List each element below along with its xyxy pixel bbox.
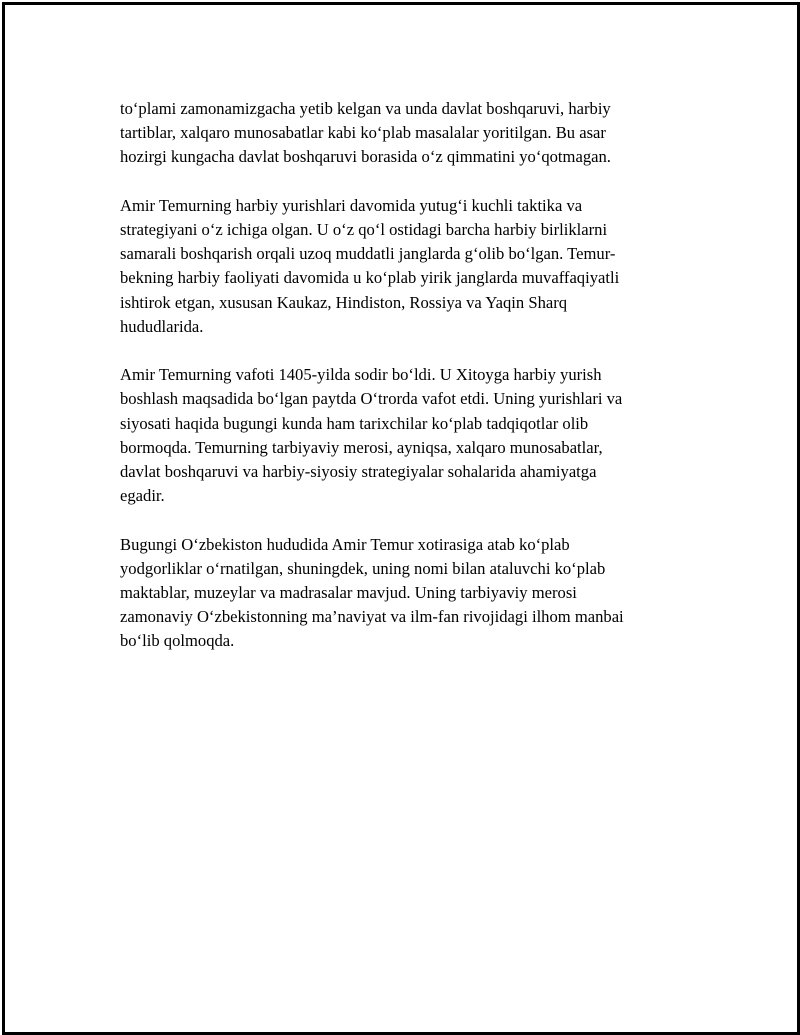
paragraph: Amir Temurning harbiy yurishlari davomida yutug‘i kuchli taktika va strategiyani o‘z ichiga olgan. U o‘z qo‘l ostidagi barcha harbiy birliklarni samarali boshqarish orqali uzoq muddatli janglarda g‘olib bo‘lgan. Temur- bekning harbiy faoliyati davomida u ko‘plab yirik janglarda muvaffaqiyatli ishtirok etgan, xususan Kaukaz, Hindiston, Rossiya va Yaqin Sharq hududlarida.: [120, 195, 620, 336]
paragraph: to‘plami zamonamizgacha yetib kelgan va unda davlat boshqaruvi, harbiy tartiblar, xalqaro munosabatlar kabi ko‘plab masalalar yoritilgan. Bu asar hozirgi kungacha davlat boshqaruvi borasida o‘z qimmatini yo‘qotmagan.: [120, 99, 611, 167]
page-frame: [2, 2, 800, 1035]
page-body: [120, 97, 690, 678]
paragraph: Amir Temurning vafoti 1405-yilda sodir bo‘ldi. U Xitoyga harbiy yurish boshlash maqsadida bo‘lgan paytda O‘trorda vafot etdi. Uning yurishlari va siyosati haqida bugungi kunda ham tarixchilar ko‘plab tadqiqotlar olib bormoqda. Temurning tarbiyaviy merosi, ayniqsa, xalqaro munosabatlar, davlat boshqaruvi va harbiy-siyosiy strategiyalar sohalarida ahamiyatga egadir.: [120, 365, 623, 506]
paragraph: Bugungi O‘zbekiston hududida Amir Temur xotirasiga atab ko‘plab yodgorliklar o‘rnatilgan, shuningdek, uning nomi bilan ataluvchi ko‘plab maktablar, muzeylar va madrasalar mavjud. Uning tarbiyaviy merosi zamonaviy O‘zbekistonning ma’naviyat va ilm-fan rivojidagi ilhom manbai bo‘lib qolmoqda.: [120, 534, 624, 651]
